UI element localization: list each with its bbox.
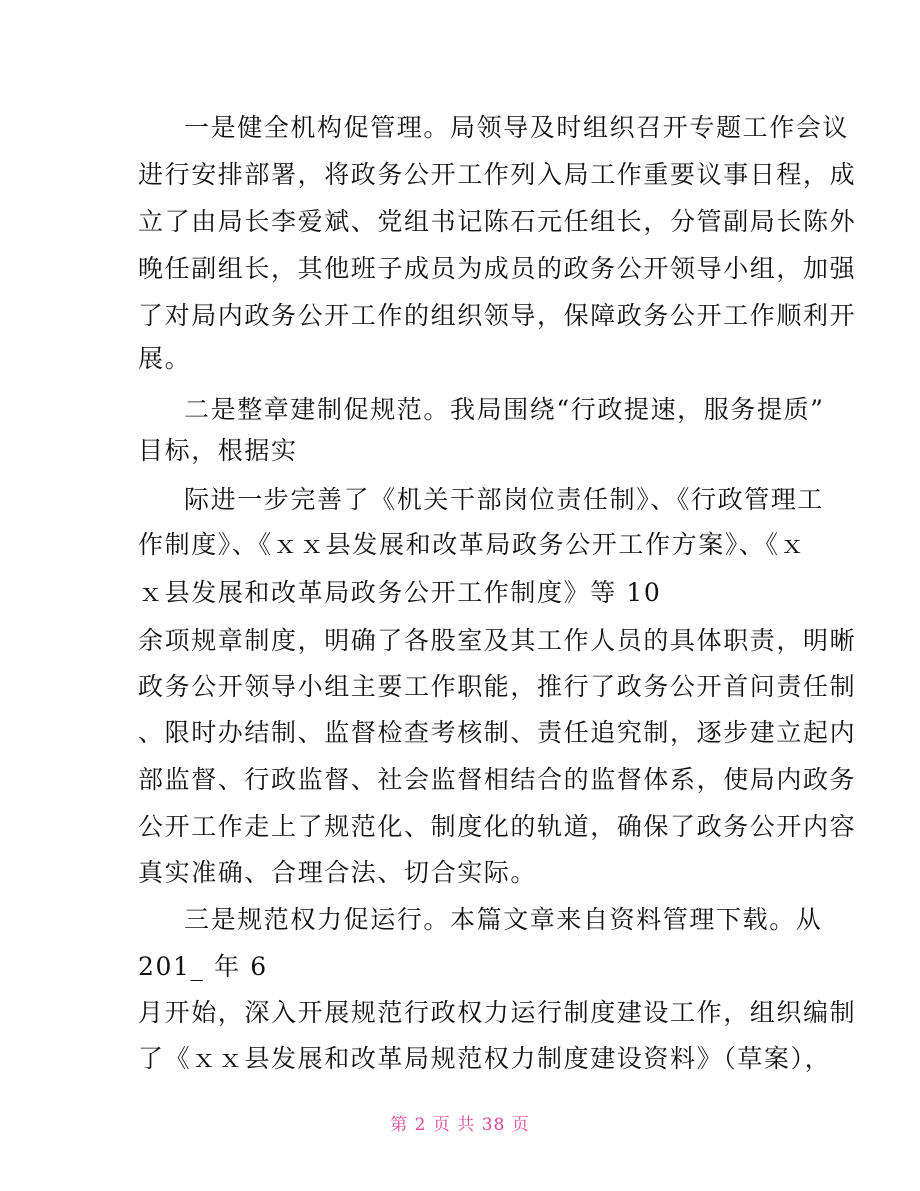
paragraph-line: 晚任副组长，其他班子成员为成员的政务公开领导小组，加强 [138, 254, 857, 283]
paragraph-line: ｘ县发展和改革局政务公开工作制度》等 10 [138, 578, 662, 607]
paragraph-line: 月开始，深入开展规范行政权力运行制度建设工作，组织编制 [138, 998, 857, 1027]
paragraph-line: 、限时办结制、监督检查考核制、责任追究制，逐步建立起内 [138, 718, 857, 747]
paragraph-line: 了对局内政务公开工作的组织领导，保障政务公开工作顺利开 [138, 301, 857, 330]
paragraph-line: 政务公开领导小组主要工作职能，推行了政务公开首问责任制 [138, 672, 857, 701]
paragraph-line: 部监督、行政监督、社会监督相结合的监督体系，使局内政务 [138, 765, 857, 794]
paragraph-line: 目标，根据实 [138, 436, 298, 465]
paragraph-line: 了《ｘｘ县发展和改革局规范权力制度建设资料》（草案）， [138, 1044, 832, 1073]
paragraph-line: 公开工作走上了规范化、制度化的轨道，确保了政务公开内容 [138, 812, 857, 841]
paragraph-line: 三是规范权力促运行。本篇文章来自资料管理下载。从 [184, 905, 823, 934]
paragraph-line: 201_ 年 6 [138, 952, 268, 981]
paragraph-line: 展。 [138, 344, 192, 373]
paragraph-line: 二是整章建制促规范。我局围绕“行政提速，服务提质” [184, 395, 825, 424]
page-number-footer: 第 2 页 共 38 页 [390, 1115, 530, 1135]
paragraph-line: 余项规章制度，明确了各股室及其工作人员的具体职责，明晰 [138, 626, 857, 655]
paragraph-line: 一是健全机构促管理。局领导及时组织召开专题工作会议 [184, 113, 850, 142]
paragraph-line: 作制度》、《ｘｘ县发展和改革局政务公开工作方案》、《ｘ [138, 530, 807, 559]
paragraph-line: 进行安排部署，将政务公开工作列入局工作重要议事日程，成 [138, 160, 857, 189]
paragraph-line: 真实准确、合理合法、切合实际。 [138, 858, 538, 887]
paragraph-line: 际进一步完善了《机关干部岗位责任制》、《行政管理工 [184, 485, 825, 514]
paragraph-line: 立了由局长李爱斌、党组书记陈石元任组长，分管副局长陈外 [138, 207, 857, 236]
